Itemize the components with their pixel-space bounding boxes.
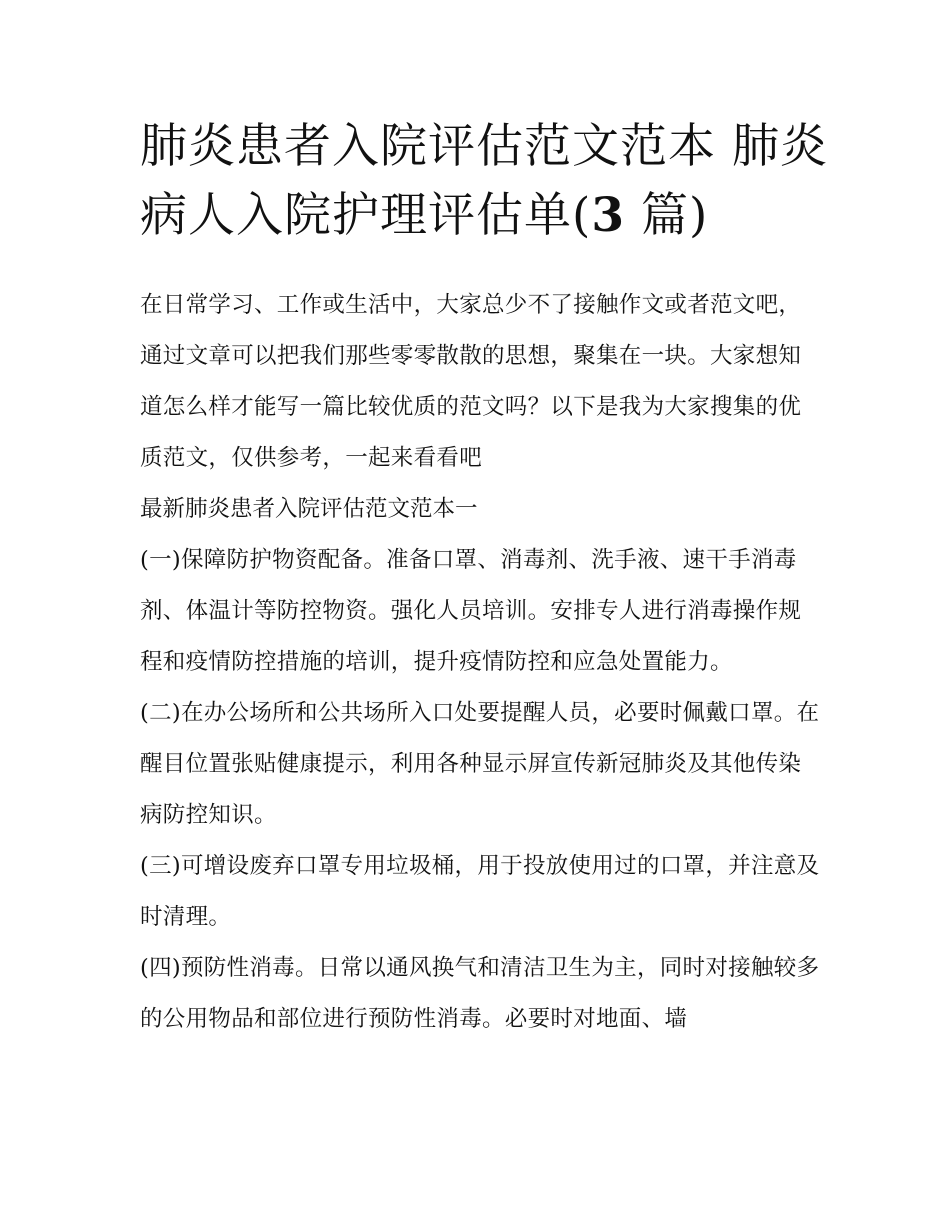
list-paragraph-3: (三)可增设废弃口罩专用垃圾桶，用于投放使用过的口罩，并注意及时清理。 (140, 853, 820, 930)
list-paragraph-4: (四)预防性消毒。日常以通风换气和清洁卫生为主，同时对接触较多的公用物品和部位进行预防性消毒。必要时对地面、墙 (140, 955, 820, 1032)
title-number: 3 (591, 188, 626, 243)
list-paragraph-1: (一)保障防护物资配备。准备口罩、消毒剂、洗手液、速干手消毒剂、体温计等防控物资。强化人员培训。安排专人进行消毒操作规程和疫情防控措施的培训，提升疫情防控和应急处置能力。 (140, 547, 802, 675)
section-heading: 最新肺炎患者入院评估范文范本一 (140, 496, 478, 522)
title-text-part2: 篇) (625, 188, 709, 243)
title-text-part1: 肺炎患者入院评估范文范本 肺炎病人入院护理评估单( (140, 119, 828, 243)
document-body (140, 280, 820, 1045)
intro-paragraph: 在日常学习、工作或生活中，大家总少不了接触作文或者范文吧，通过文章可以把我们那些零零散散的思想，聚集在一块。大家想知道怎么样才能写一篇比较优质的范文吗？以下是我为大家搜集的优质范文，仅供参考，一起来看看吧 (140, 292, 802, 471)
document-title (140, 112, 830, 250)
list-paragraph-2: (二)在办公场所和公共场所入口处要提醒人员，必要时佩戴口罩。在醒目位置张贴健康提示，利用各种显示屏宣传新冠肺炎及其他传染病防控知识。 (140, 700, 820, 828)
